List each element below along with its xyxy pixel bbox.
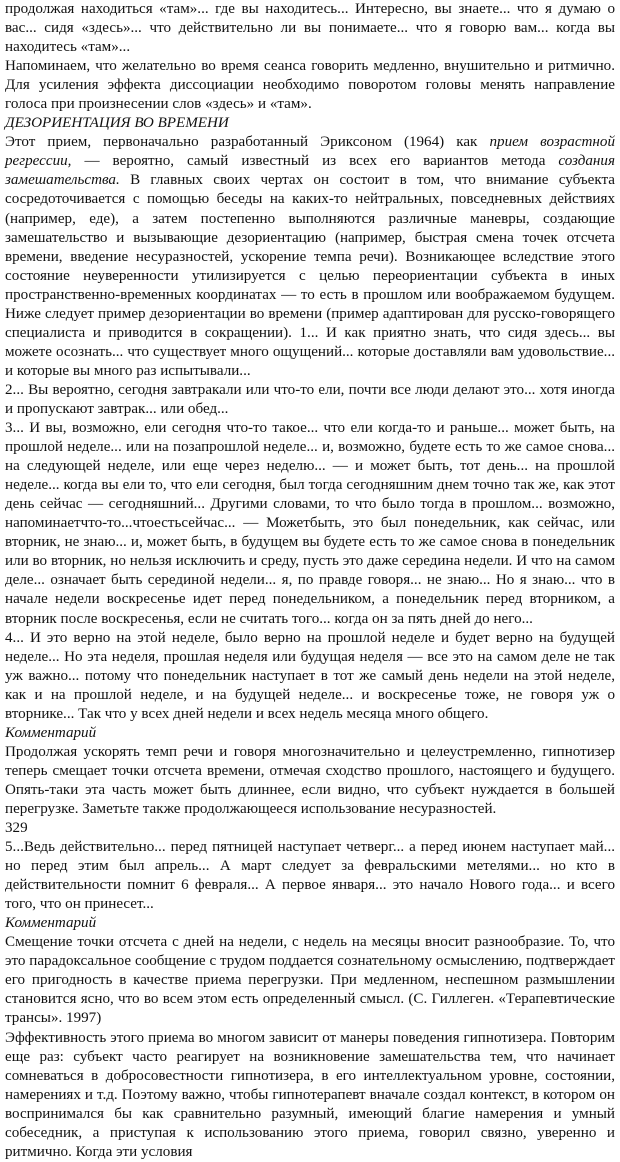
page-number: 329 [5, 820, 28, 837]
paragraph-note: Напоминаем, что желательно во время сеанса говорить медленно, внушительно и ритмично. Для усиления эффекта диссоциации необходимо поворотом головы менять направление голоса при произнесении слов «здесь» и «там». [5, 58, 615, 113]
paragraph-continuation: продолжая находиться «там»... где вы находитесь... Интересно, вы знаете... что я думаю о вас... сидя «здесь»... что действительно ли вы понимаете... что я говорю вам... когда вы находитесь «там»... [5, 1, 615, 56]
paragraph-step-5: 5...Ведь действительно... перед пятницей наступает четверг... а перед июнем наступает май... но перед этим был апрель... А март следует за февральскими метелями... но кто в действительности помнит 6 февраля... А первое января... это начало Нового года... и всего того, что он принесет... [5, 839, 615, 913]
comment-heading-1: Комментарий [5, 724, 97, 741]
comment-heading-2: Комментарий [5, 915, 97, 932]
italic-age-regression: прием возрастной регрессии, [5, 134, 616, 170]
paragraph-comment-2: Смещение точки отсчета с дней на недели, с недель на месяцы вносит разнообразие. То, что это парадоксальное сообщение с трудом поддается сознательному осмыслению, подтверждает его пригодность в качестве приема перегрузки. При медленном, неспешном размышлении становится ясно, что во всем этом есть определенный смысл. (С. Гиллеген. «Терапевтические трансы». 1997) [5, 934, 615, 1027]
paragraph-step-3: 3... И вы, возможно, ели сегодня что-то такое... что ели когда-то и раньше... может быть, на прошлой неделе... или на позапрошлой неделе... и, возможно, будете есть то же самое снова... на следующей неделе, или еще через неделю... — и может быть, тот день... на прошлой неделе... когда вы ели то, что ели сегодня, был тогда сегодняшним днем точно так же, как этот день сейчас — сегодняшний... Другими словами, то что было тогда в прошлом... возможно, напоминаетчто-то...чтоестьсейчас... — Можетбыть, это был понедельник, как сейчас, или вторник, не знаю... и, может быть, в будущем вы будете есть то же самое снова в понедельник или во вторник, но нельзя исключить и среду, пусть это даже середина недели. И что на самом деле... означает быть серединой недели... я, по правде говоря... не знаю... Но я знаю... что в начале недели воскресенье идет перед понедельником, а понедельник перед вторником, а вторник после воскресенья, если не считать того... когда он за пять дней до него... [5, 420, 615, 627]
paragraph-technique-description: Этот прием, первоначально разработанный Эриксоном (1964) как прием возрастной регрессии, — вероятно, самый известный из всех его вариантов метода создания замешательства. В главных своих чертах он состоит в том, что внимание субъекта сосредоточивается с помощью беседы на каких-то нейтральных, повседневных действиях (например, еде), а затем постепенно выполняются различные маневры, создающие замешательство и вызывающие дезориентацию (например, быстрая смена точек отсчета времени, введение несуразностей, ускорение темпа речи). Возникающее вследствие этого состояние неуверенности утилизируется с целью переориентации субъекта в иных пространственно-временных координатах — то есть в прошлом или воображаемом будущем. Ниже следует пример дезориентации во времени (пример адаптирован для русско-говорящего специалиста и приводится в сокращении). 1... И как приятно знать, что сидя здесь... вы можете осознать... что существует много ощущений... которые доставляли вам удовольствие... и которые вы много раз испытывали... [5, 134, 616, 379]
paragraph-comment-1: Продолжая ускорять темп речи и говоря многозначительно и целеустремленно, гипнотизер теперь смещает точки отсчета времени, отмечая сходство прошлого, настоящего и будущего. Опять-таки эта часть может быть длиннее, если видно, что субъект нуждается в большей перегрузке. Заметьте также продолжающееся использование несуразностей. [5, 743, 615, 817]
paragraph-step-4: 4... И это верно на этой неделе, было верно на прошлой неделе и будет верно на будущей неделе... Но эта неделя, прошлая неделя или будущая неделя — все это на самом деле не так уж важно... потому что понедельник наступает в тот же самый день недели на этой неделе, как и на прошлой неделе, и на будущей неделе... и воскресенье тоже, не говоря уж о вторнике... Так что у всех дней недели и всех недель месяца много общего. [5, 629, 615, 722]
section-heading-time-disorientation: ДЕЗОРИЕНТАЦИЯ ВО ВРЕМЕНИ [5, 115, 229, 132]
paragraph-step-2: 2... Вы вероятно, сегодня завтракали или что-то ели, почти все люди делают это... хотя иногда и пропускают завтрак... или обед... [5, 381, 615, 417]
paragraph-effectiveness: Эффективность этого приема во многом зависит от манеры поведения гипнотизера. Повторим еще раз: субъект часто реагирует на возникновение замешательства тем, что начинает сомневаться в добросовестности гипнотизера, в его интеллектуальном уровне, состоянии, намерениях и т.д. Поэтому важно, чтобы гипнотерапевт вначале создал контекст, в котором он воспринимался бы как сравнительно разумный, имеющий благие намерения и умный собеседник, а приступая к использованию этого приема, говорил связно, уверенно и ритмично. Когда эти условия [5, 1029, 615, 1160]
italic-confusion-method: создания замешательства. [5, 153, 615, 189]
